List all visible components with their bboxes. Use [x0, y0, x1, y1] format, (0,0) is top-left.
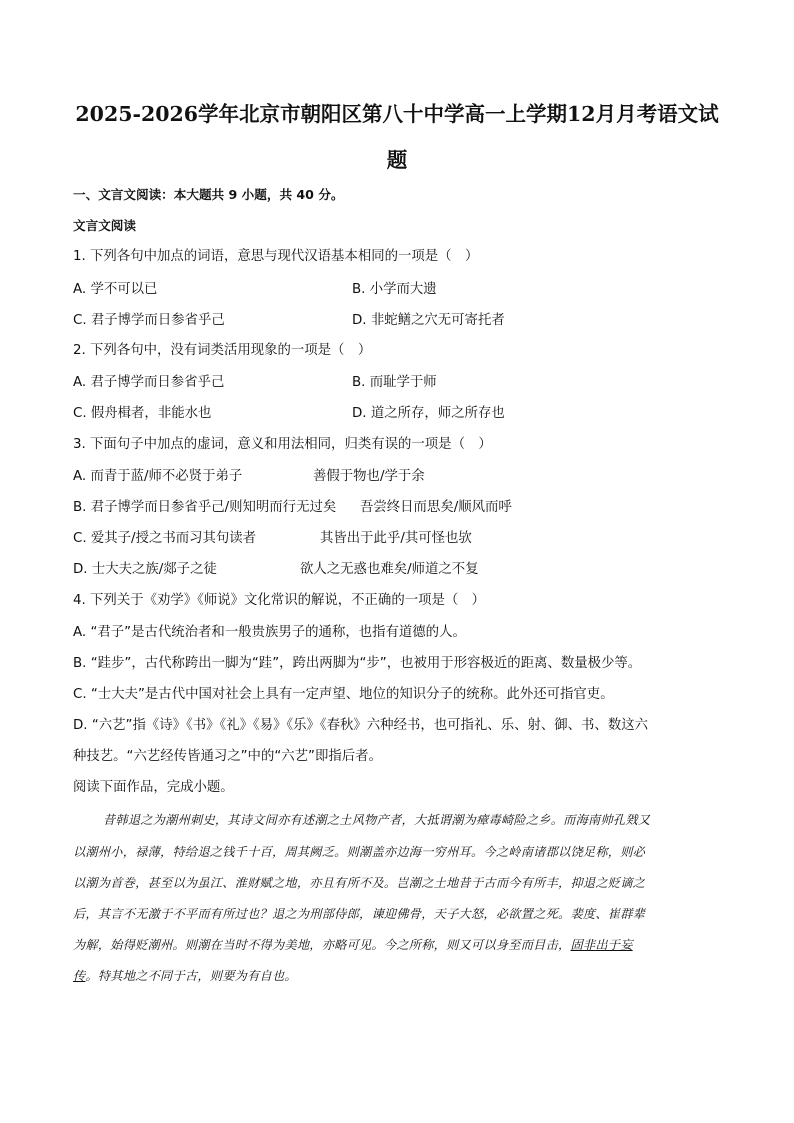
passage-line-3: 以潮为首巻，甚至以为虽江、淮财赋之地，亦且有所不及。岂潮之土地昔于古而今有所丰，抑退之贬谪之 [73, 876, 646, 890]
question-1-option-b: B. 小学而大遗 [352, 282, 437, 297]
question-2-option-b: B. 而耻学于师 [352, 375, 437, 390]
question-1-option-a: A. 学不可以已 [73, 282, 158, 297]
passage-line-4: 后，其言不无激于不平而有所过也？退之为刑部侍郎，谏迎佛骨，天子大怒，必欲置之死。裴度、崔群辈 [73, 907, 646, 921]
reading-intro: 阅读下面作品，完成小题。 [73, 780, 234, 795]
question-2-stem: 2. 下列各句中，没有词类活用现象的一项是（ ） [73, 343, 372, 358]
question-3-option-d-part-2: 欲人之无惑也难矣/师道之不复 [300, 562, 479, 577]
question-4-option-d-line-1: D. “六艺”指《诗》《书》《礼》《易》《乐》《春秋》六种经书，也可指礼、乐、射、御、书、数这六 [73, 718, 648, 733]
question-1-option-c: C. 君子博学而日参省乎己 [73, 313, 225, 328]
passage-line-1: 昔韩退之为潮州刺史，其诗文间亦有述潮之土风物产者，大抵谓潮为瘴毒崎险之乡。而海南帅孔戣又 [103, 813, 651, 827]
exam-title-line-2: 题 [386, 148, 408, 172]
question-3-option-a-part-2: 善假于物也/学于余 [313, 469, 425, 484]
question-2-option-c: C. 假舟楫者，非能水也 [73, 406, 212, 421]
question-3-option-b-part-1: B. 君子博学而日参省乎己/则知明而行无过矣 [73, 500, 337, 515]
passage-line-6 [73, 970, 297, 982]
question-2-option-a: A. 君子博学而日参省乎己 [73, 375, 225, 390]
question-3-stem: 3. 下面句子中加点的虚词，意义和用法相同，归类有误的一项是（ ） [73, 437, 492, 452]
question-4-option-a: A. “君子”是古代统治者和一般贵族男子的通称，也指有道德的人。 [73, 625, 466, 640]
question-3-option-c-part-2: 其皆出于此乎/其可怪也欤 [320, 531, 472, 546]
question-3-option-b-part-2: 吾尝终日而思矣/顺风而呼 [360, 500, 512, 515]
passage-line-5-text: 为解，始得贬潮州。则潮在当时不得为美地，亦略可见。今之所称，则又可以身至而目击， [73, 938, 571, 952]
passage-underlined-phrase-start: 固非出于妄 [570, 938, 633, 952]
passage-underlined-phrase-end: 传 [73, 969, 86, 983]
exam-title-line-1: 2025-2026学年北京市朝阳区第八十中学高一上学期12月月考语文试 [75, 102, 719, 126]
question-4-option-b: B. “跬步”，古代称跨出一脚为“跬”，跨出两脚为“步”，也被用于形容极近的距离、数量极少等。 [73, 656, 642, 671]
question-4-option-d-line-2: 种技艺。“六艺经传皆通习之”中的“六艺”即指后者。 [73, 749, 382, 764]
question-1-stem: 1. 下列各句中加点的词语，意思与现代汉语基本相同的一项是（ ） [73, 249, 479, 264]
question-3-option-c-part-1: C. 爱其子/授之书而习其句读者 [73, 531, 257, 546]
subsection-header: 文言文阅读 [73, 218, 136, 233]
question-1-option-d: D. 非蛇鳝之穴无可寄托者 [352, 313, 505, 328]
passage-line-2: 以潮州小，禄薄，特给退之钱千十百，周其阙乏。则潮盖亦边海一穷州耳。今之岭南诸郡以饶足称，则必 [73, 845, 646, 859]
question-3-option-a-part-1: A. 而青于蓝/师不必贤于弟子 [73, 469, 243, 484]
question-2-option-d: D. 道之所存，师之所存也 [352, 406, 505, 421]
question-3-option-d-part-1: D. 士大夫之族/郯子之徒 [73, 562, 217, 577]
section-header: 一、文言文阅读：本大题共 9 小题，共 40 分。 [73, 187, 344, 202]
question-4-stem: 4. 下列关于《劝学》《师说》文化常识的解说，不正确的一项是（ ） [73, 593, 486, 608]
passage-line-5 [73, 939, 633, 951]
passage-line-6-text: 。特其地之不同于古，则要为有自也。 [85, 969, 297, 983]
question-4-option-c: C. “士大夫”是古代中国对社会上具有一定声望、地位的知识分子的统称。此外还可指官吏。 [73, 687, 614, 702]
